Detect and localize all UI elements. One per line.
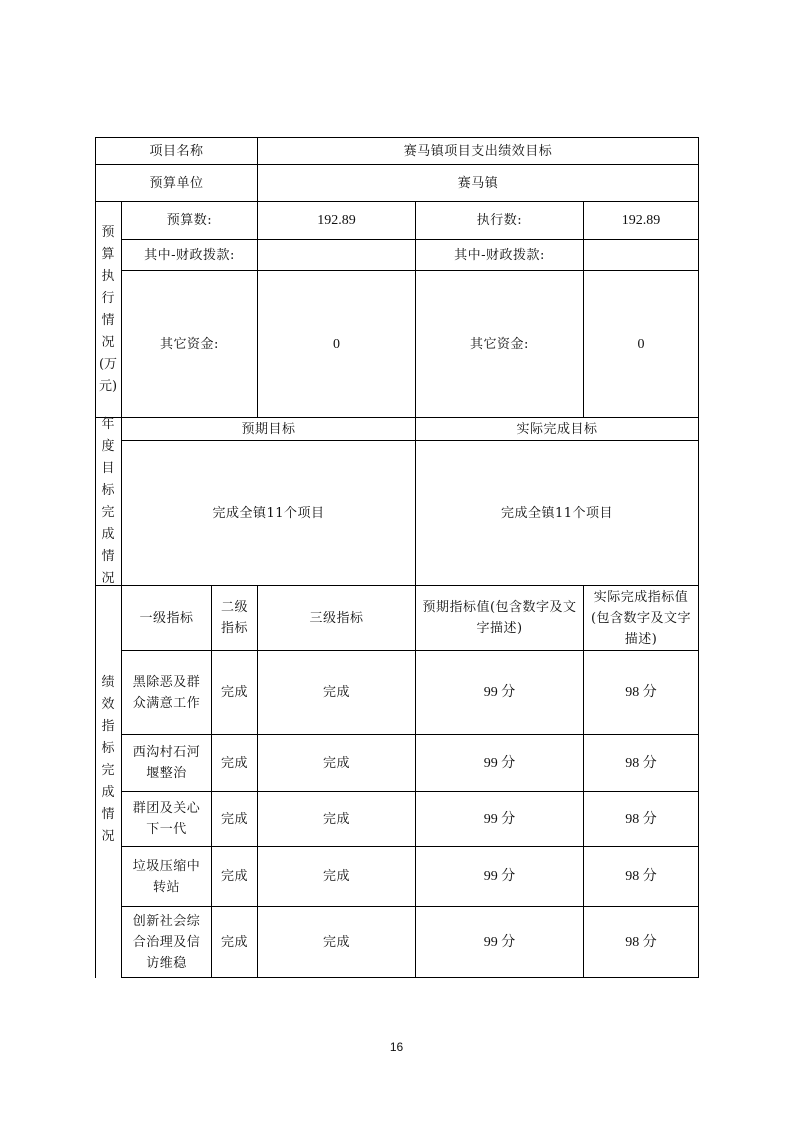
indicator-level3: 完成	[322, 811, 350, 827]
fiscal-label-1: 其中-财政拨款:	[144, 247, 235, 263]
indicator-actual: 98 分	[625, 869, 657, 884]
performance-section-label: 绩效指标完成情况	[101, 675, 115, 844]
budget-unit-label: 预算单位	[149, 175, 204, 191]
other-funds-label-2: 其它资金:	[470, 336, 529, 352]
fiscal-value-2	[584, 240, 698, 270]
indicator-level3: 完成	[322, 685, 350, 700]
indicator-level1: 黑除恶及群众满意工作	[132, 674, 201, 711]
annual-section-label: 年度目标完成情况	[101, 416, 115, 586]
indicator-expected: 99 分	[483, 934, 516, 950]
indicator-level3: 完成	[322, 934, 350, 950]
indicator-level1: 西沟村石河堰整治	[132, 745, 201, 781]
col-header-expected: 预期指标值(包含数字及文字描述)	[422, 600, 577, 636]
other-funds-value-2: 0	[637, 336, 645, 352]
budget-amount-value: 192.89	[317, 213, 356, 228]
actual-target-header: 实际完成目标	[516, 421, 598, 437]
indicator-actual: 98 分	[625, 811, 657, 827]
indicator-level2: 完成	[220, 869, 248, 884]
col-header-level2: 二级指标	[220, 600, 248, 636]
page-number: 16	[389, 1040, 404, 1054]
budget-amount-label: 预算数:	[166, 213, 213, 228]
indicator-expected: 99 分	[483, 811, 516, 827]
actual-target-value: 完成全镇11个项目	[500, 505, 614, 521]
indicator-level3: 完成	[322, 755, 350, 771]
project-name-value: 赛马镇项目支出绩效目标	[403, 143, 553, 159]
budget-unit-value: 赛马镇	[457, 175, 499, 191]
budget-section-label: 预算执行情况(万元)	[98, 224, 118, 394]
indicator-level2: 完成	[220, 685, 248, 700]
exec-amount-value: 192.89	[621, 213, 661, 228]
other-funds-value-1: 0	[333, 336, 340, 352]
table-border-bottom	[121, 977, 699, 978]
indicator-level3: 完成	[322, 869, 350, 884]
fiscal-value-1	[258, 240, 415, 270]
indicator-level2: 完成	[220, 755, 248, 771]
indicator-level2: 完成	[220, 934, 248, 950]
indicator-actual: 98 分	[625, 934, 657, 950]
fiscal-label-2: 其中-财政拨款:	[454, 247, 545, 263]
indicator-level1: 创新社会综合治理及信访维稳	[132, 913, 201, 971]
col-header-level3: 三级指标	[309, 610, 364, 626]
col-header-level1: 一级指标	[139, 610, 194, 626]
indicator-expected: 99 分	[483, 685, 516, 700]
expected-target-header: 预期目标	[241, 421, 296, 437]
expected-target-value: 完成全镇11个项目	[212, 505, 325, 521]
col-header-actual: 实际完成指标值(包含数字及文字描述)	[590, 589, 692, 647]
indicator-expected: 99 分	[483, 755, 516, 771]
indicator-actual: 98 分	[625, 685, 657, 700]
indicator-level2: 完成	[220, 811, 248, 827]
exec-amount-label: 执行数:	[476, 213, 523, 228]
table-border-left	[95, 137, 96, 978]
indicator-level1: 群团及关心下一代	[132, 801, 201, 837]
indicator-expected: 99 分	[483, 869, 516, 884]
indicator-actual: 98 分	[625, 755, 657, 771]
table-border-right	[698, 137, 699, 978]
indicator-level1: 垃圾压缩中转站	[132, 858, 201, 895]
other-funds-label-1: 其它资金:	[160, 336, 219, 352]
project-name-label: 项目名称	[149, 143, 204, 159]
